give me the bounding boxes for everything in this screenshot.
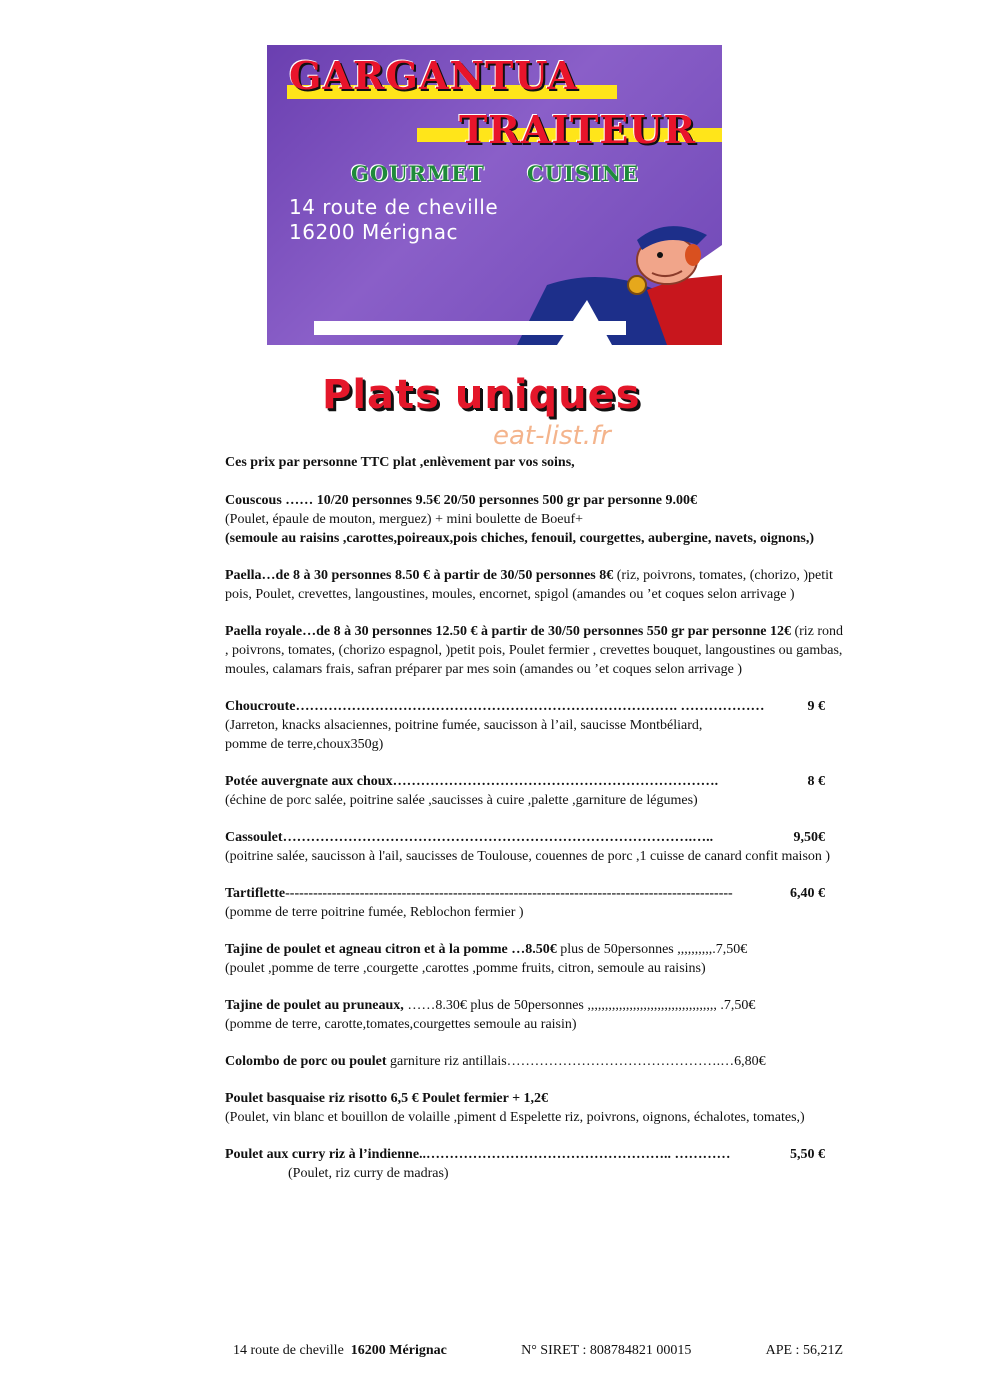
item-description: (Poulet, épaule de mouton, merguez) + mini boulette de Boeuf+	[225, 512, 584, 527]
section-title: Plats uniques	[322, 372, 641, 418]
item-price-detail: ……8.30€ plus de 50personnes ,,,,,,,,,,,,,,,,,,,,,,,,,,,,,,,,,,,,, .7,50€	[403, 998, 756, 1013]
tagline-cuisine: CUISINE	[527, 161, 640, 186]
item-price: 9,50€	[793, 830, 825, 845]
item-description: (riz, poivrons, tomates, (chorizo, )petit pois, Poulet, crevettes, langoustines, moules, encornet, spigol (amandes ou ’et coques selon arrivage )	[225, 568, 833, 602]
price-intro: Ces prix par personne TTC plat ,enlèvement par vos soins,	[225, 455, 575, 470]
menu-item-tajine-pruneaux	[225, 996, 845, 1034]
menu-item-couscous	[225, 491, 845, 548]
item-description: pomme de terre,choux350g)	[225, 737, 384, 752]
banner-white-bar	[314, 321, 626, 335]
menu-item-paella	[225, 566, 845, 604]
item-name: Cassoulet	[225, 830, 283, 845]
footer	[233, 1343, 843, 1359]
banner-address-line-2: 16200 Mérignac	[289, 220, 458, 244]
menu-item-potee	[225, 772, 845, 810]
item-name: Tajine de poulet et agneau citron et à la pomme …8.50€	[225, 942, 557, 957]
item-heading: Poulet basquaise riz risotto 6,5 € Poulet fermier + 1,2€	[225, 1091, 549, 1106]
footer-ape: APE : 56,21Z	[765, 1343, 843, 1358]
item-description: (poitrine salée, saucisson à l'ail, saucisses de Toulouse, couennes de porc ,1 cuisse de canard confit maison )	[225, 849, 831, 864]
menu-item-cassoulet	[225, 828, 845, 866]
item-name: Tajine de poulet au pruneaux,	[225, 998, 404, 1013]
menu-item-curry	[225, 1145, 845, 1183]
menu-item-choucroute	[225, 697, 845, 754]
item-price: 8 €	[807, 774, 825, 789]
menu-item-tajine-citron	[225, 940, 845, 978]
leader-dots: …………………………………………………………………………….…..	[282, 830, 714, 845]
footer-siret: N° SIRET : 808784821 00015	[521, 1343, 692, 1358]
menu-item-basquaise	[225, 1089, 845, 1127]
footer-city: 16200 Mérignac	[350, 1343, 447, 1358]
item-name: Tartiflette	[225, 886, 286, 901]
item-description: (Poulet, riz curry de madras)	[288, 1166, 449, 1181]
item-name: Poulet aux curry riz à l’indienne..	[225, 1147, 427, 1162]
leader-dots: …………………………………………….. …………	[426, 1147, 731, 1162]
item-description: (Poulet, vin blanc et bouillon de volaille ,piment d Espelette riz, poivrons, oignons, échalotes, tomates,)	[225, 1110, 805, 1125]
item-price-detail: plus de 50personnes ,,,,,,,,,,.7,50€	[556, 942, 748, 957]
item-description: (pomme de terre poitrine fumée, Reblochon fermier )	[225, 905, 524, 920]
footer-street: 14 route de cheville	[233, 1343, 344, 1358]
item-name: Choucroute	[225, 699, 296, 714]
brand-line-1: GARGANTUA	[289, 53, 578, 98]
item-price: 6,40 €	[790, 886, 825, 901]
tagline-gourmet: GOURMET	[351, 161, 485, 186]
item-description: (Jarreton, knacks alsaciennes, poitrine fumée, saucisson à l’ail, saucisse Montbéliard,	[225, 718, 703, 733]
brand-line-2: TRAITEUR	[459, 107, 697, 152]
item-name: Potée auvergnate aux choux	[225, 774, 393, 789]
footer-address	[233, 1343, 447, 1359]
item-description: (pomme de terre, carotte,tomates,courgettes semoule au raisin)	[225, 1017, 577, 1032]
item-heading: Paella…de 8 à 30 personnes 8.50 € à partir de 30/50 personnes 8€	[225, 568, 614, 583]
item-heading: Couscous …… 10/20 personnes 9.5€ 20/50 personnes 500 gr par personne 9.00€	[225, 493, 698, 508]
leader-dots: …………………………………………………………….	[392, 774, 719, 789]
item-description: (échine de porc salée, poitrine salée ,saucisses à cuire ,palette ,garniture de légumes)	[225, 793, 698, 808]
item-name: Colombo de porc ou poulet	[225, 1054, 387, 1069]
item-description: (semoule au raisins ,carottes,poireaux,pois chiches, fenouil, courgettes, aubergine, navets, oignons,)	[225, 531, 815, 546]
menu-item-paella-royale	[225, 622, 845, 679]
watermark: eat-list.fr	[493, 421, 611, 451]
item-description: (riz rond , poivrons, tomates, (chorizo espagnol, )petit pois, Poulet fermier , crevettes bouquet, langoustines ou gambas, moules, calamars frais, safran préparer par mes soin (amandes ou ’et coques selon arrivage )	[225, 624, 844, 677]
header-banner	[267, 45, 722, 345]
item-price: 9 €	[807, 699, 825, 714]
banner-address-line-1: 14 route de cheville	[289, 195, 499, 219]
item-price: 5,50 €	[790, 1147, 825, 1162]
leader-dashes: ------------------------------------------------------------------------------------------------	[285, 886, 733, 901]
menu-item-colombo	[225, 1052, 845, 1071]
item-heading: Paella royale…de 8 à 30 personnes 12.50 € à partir de 30/50 personnes 550 gr par personne 12€	[225, 624, 791, 639]
menu-item-tartiflette	[225, 884, 845, 922]
item-description: (poulet ,pomme de terre ,courgette ,carottes ,pomme fruits, citron, semoule au raisins)	[225, 961, 706, 976]
leader-dots: ………………………………………………………………………. ………………	[295, 699, 765, 714]
menu-list	[225, 453, 845, 1201]
item-price-detail: garniture riz antillais……………………………………….…6,80€	[386, 1054, 766, 1069]
